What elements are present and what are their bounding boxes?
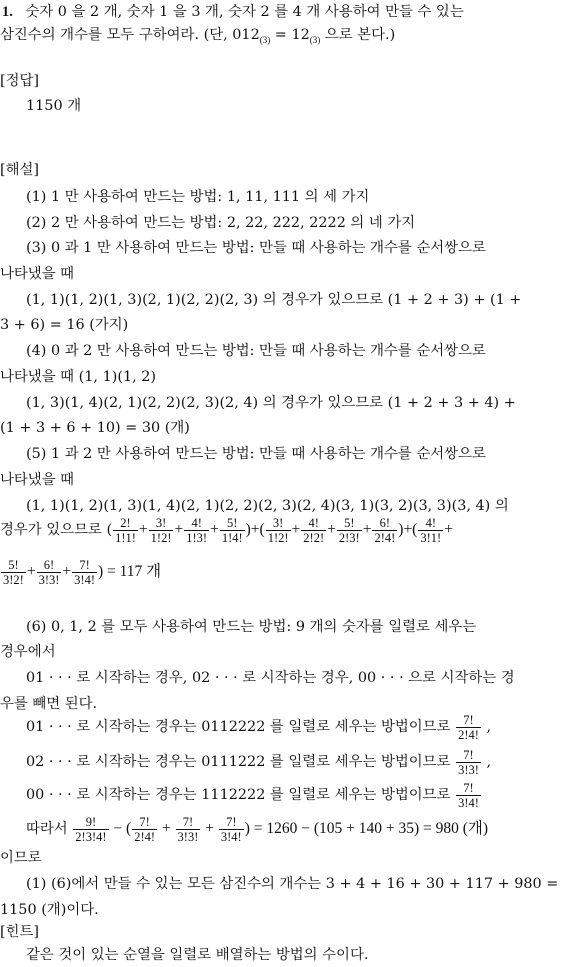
problem-number: 1. — [2, 4, 13, 20]
solution-step-5b: 나타냈을 때 — [0, 472, 75, 488]
solution-step-3c: (1, 1)(1, 2)(1, 3)(2, 1)(2, 2)(2, 3) 의 경우가 있으므로 (1 + 2 + 3) + (1 + — [26, 292, 522, 308]
solution-heading: [해설] — [0, 162, 40, 178]
solution-step-6a: (6) 0, 1, 2 를 모두 사용하여 만드는 방법: 9 개의 숫자를 일렬로 세우는 — [26, 619, 477, 635]
solution-step-6d: 우를 빼면 된다. — [0, 696, 98, 712]
solution-step-7a: (1) (6)에서 만들 수 있는 모든 삼진수의 개수는 3 + 4 + 16 + 30 + 117 + 980 = — [26, 876, 559, 892]
solution-step-3b: 나타냈을 때 — [0, 266, 75, 282]
fraction: $\frac{4!}{3!1!}$ — [420, 515, 442, 545]
fraction: $\frac{7!}{3!4!}$ — [220, 814, 242, 844]
fraction: $\frac{3!}{1!2!}$ — [150, 515, 172, 545]
answer-value: 1150 개 — [26, 98, 82, 114]
solution-step-1: (1) 1 만 사용하여 만드는 방법: 1, 11, 111 의 세 가지 — [26, 189, 370, 205]
solution-step-6b: 경우에서 — [0, 644, 56, 660]
solution-step-5c: (1, 1)(1, 2)(1, 3)(1, 4)(2, 1)(2, 2)(2, 3)(2, 4)(3, 1)(3, 2)(3, 3)(3, 4) 의 — [26, 498, 509, 514]
solution-step-6f: 02 · · · 로 시작하는 경우는 0111222 를 일렬로 세우는 방법이므로 $\frac{7!}{3!3!}$ , — [26, 747, 492, 777]
fraction: $\frac{3!}{1!2!}$ — [267, 515, 289, 545]
problem-statement: 숫자 0 을 2 개, 숫자 1 을 3 개, 숫자 2 를 4 개 사용하여 만들 수 있는 — [25, 4, 464, 20]
solution-step-6h: 따라서 $\frac{9!}{2!3!4!}$ − ( $\frac{7!}{2!4!}$ + $\frac{7!}{3!3!}$ + $\frac{7!}{3!4!}$ ) = 1260 − (105 + 140 + 35) = 980 (개) — [26, 814, 489, 844]
fraction: $\frac{6!}{2!4!}$ — [374, 515, 396, 545]
fraction: $\frac{7!}{2!4!}$ — [134, 814, 156, 844]
fraction: $\frac{7!}{3!4!}$ — [74, 557, 95, 587]
solution-step-7b: 1150 (개)이다. — [0, 902, 99, 918]
solution-step-6c: 01 · · · 로 시작하는 경우, 02 · · · 로 시작하는 경우, 00 · · · 으로 시작하는 경 — [26, 670, 515, 686]
problem-line-2: 삼진수의 개수를 모두 구하여라. (단, $012_{(3)} = 12_{(3)}$ 으로 본다.) — [0, 27, 396, 45]
solution-step-6e: 01 · · · 로 시작하는 경우는 0112222 를 일렬로 세우는 방법이므로 $\frac{7!}{2!4!}$ , — [26, 712, 492, 742]
solution-step-2: (2) 2 만 사용하여 만드는 방법: 2, 22, 222, 2222 의 네 가지 — [26, 215, 416, 231]
solution-step-4b: 나타냈을 때 (1, 1)(1, 2) — [0, 369, 157, 385]
fraction: $\frac{6!}{3!3!}$ — [38, 557, 60, 587]
fraction: $\frac{2!}{1!1!}$ — [115, 515, 136, 545]
solution-step-6i: 이므로 — [0, 850, 42, 866]
fraction: $\frac{9!}{2!3!4!}$ — [75, 814, 107, 844]
solution-step-5d: 경우가 있으므로 ( $\frac{2!}{1!1!}$ + $\frac{3!}{1!2!}$ + $\frac{4!}{1!3!}$ + $\frac{5!}{1!4!}$ )+( $\frac{3!}{1!2!}$ + $\frac{4!}{2!2!}$ + $\frac{5!}{2!3!}$ + $\frac{6!}{2!4!}$ )+( $\frac{4!}{3!1!}$ + — [0, 515, 453, 545]
fraction: $\frac{7!}{3!3!}$ — [177, 814, 199, 844]
fraction: $\frac{7!}{2!4!}$ — [458, 712, 479, 742]
solution-step-6g: 00 · · · 로 시작하는 경우는 1112222 를 일렬로 세우는 방법이므로 $\frac{7!}{3!4!}$ — [26, 780, 479, 810]
problem-line-1 — [2, 2, 464, 22]
fraction: $\frac{4!}{1!3!}$ — [186, 515, 208, 545]
solution-step-3d: 3 + 6) = 16 (가지) — [0, 317, 129, 333]
hint-text: 같은 것이 있는 순열을 일렬로 배열하는 방법의 수이다. — [26, 947, 369, 963]
solution-step-5a: (5) 1 과 2 만 사용하여 만드는 방법: 만들 때 사용하는 개수를 순서쌍으로 — [26, 446, 486, 462]
solution-step-3a: (3) 0 과 1 만 사용하여 만드는 방법: 만들 때 사용하는 개수를 순서쌍으로 — [26, 240, 486, 256]
fraction: $\frac{5!}{2!3!}$ — [338, 515, 360, 545]
fraction: $\frac{7!}{3!3!}$ — [458, 747, 479, 777]
answer-heading: [정답] — [0, 73, 40, 89]
fraction: $\frac{4!}{2!2!}$ — [303, 515, 325, 545]
fraction: $\frac{5!}{1!4!}$ — [221, 515, 243, 545]
solution-step-4d: (1 + 3 + 6 + 10) = 30 (개) — [0, 420, 190, 436]
solution-step-5e: $\frac{5!}{3!2!}$ + $\frac{6!}{3!3!}$ + $\frac{7!}{3!4!}$ ) = 117 개 — [3, 557, 162, 587]
fraction: $\frac{5!}{3!2!}$ — [3, 557, 24, 587]
solution-step-4c: (1, 3)(1, 4)(2, 1)(2, 2)(2, 3)(2, 4) 의 경우가 있으므로 (1 + 2 + 3 + 4) + — [26, 395, 516, 411]
solution-step-4a: (4) 0 과 2 만 사용하여 만드는 방법: 만들 때 사용하는 개수를 순서쌍으로 — [26, 343, 486, 359]
hint-heading: [힌트] — [0, 924, 40, 940]
fraction: $\frac{7!}{3!4!}$ — [458, 780, 479, 810]
